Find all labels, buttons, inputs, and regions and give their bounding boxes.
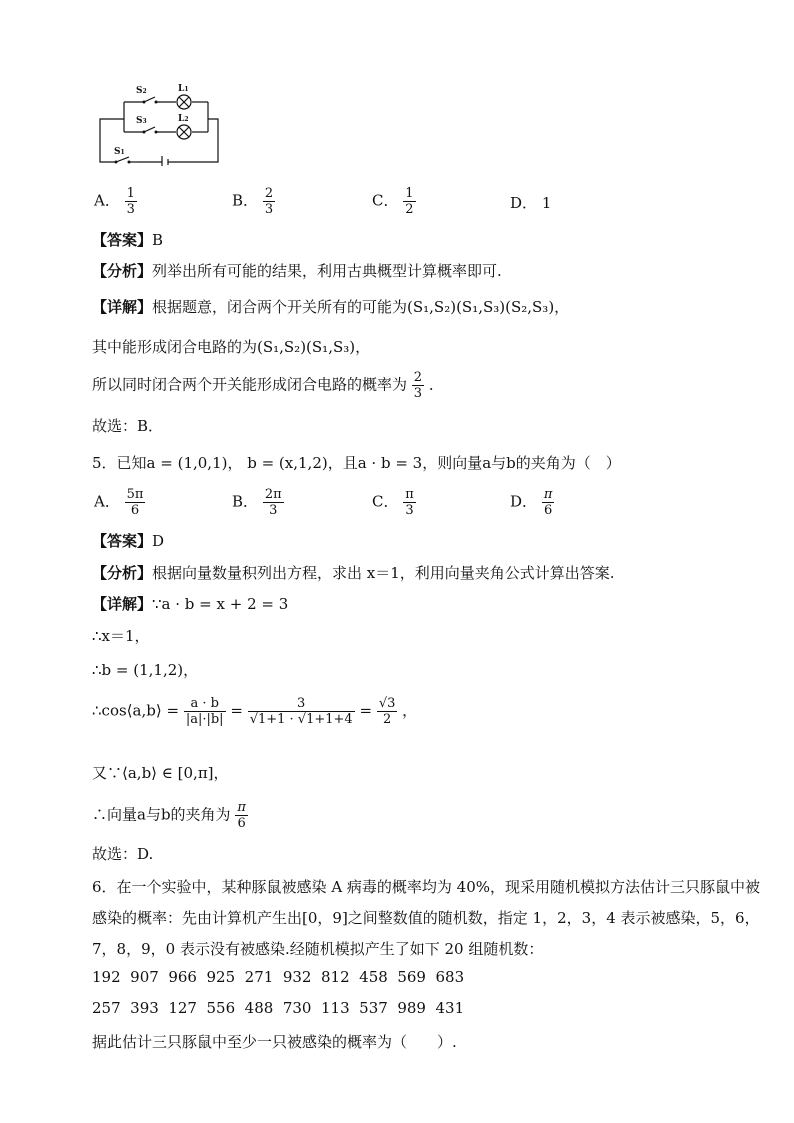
q5-cos-fraction-3: $\frac{√3}{2}$	[378, 696, 396, 727]
q5-stem: 5．已知a = (1,0,1)， b = (x,1,2)，且a · b = 3，则向量a与b的夹角为（ ）	[92, 454, 621, 472]
q5-detail-line2: ∴x＝1，	[92, 627, 150, 645]
q5-analysis: 【分析】根据向量数量积列出方程，求出 x＝1，利用向量夹角公式计算出答案.	[92, 564, 615, 582]
q5-cos-fraction-1: $\frac{a \cdot b}{|a|\cdot|b|}$	[185, 696, 224, 727]
label-s3: S3	[136, 116, 147, 126]
q4-option-b-fraction: $\frac{2}{3}$	[264, 186, 274, 217]
q6-line3: 7，8，9，0 表示没有被感染.经随机模拟产生了如下 20 组随机数：	[92, 940, 544, 958]
q5-option-b: B． $\frac{2\pi}{3}$	[232, 487, 282, 518]
q5-option-b-fraction: $\frac{2\pi}{3}$	[264, 487, 282, 518]
q4-option-b: B． $\frac{2}{3}$	[232, 186, 274, 217]
q4-option-a: A． $\frac{1}{3}$	[94, 186, 135, 217]
q5-detail-line5: 又∵⟨a,b⟩ ∈ [0,π]，	[92, 764, 229, 782]
q4-option-c-fraction: $\frac{1}{2}$	[405, 186, 414, 217]
label-l1: L1	[178, 84, 189, 94]
q5-detail-line6: ∴向量a与b的夹角为 $\frac{\pi}{6}$	[92, 800, 246, 831]
q6-line1: 6．在一个实验中，某种豚鼠被感染 A 病毒的概率均为 40%，现采用随机模拟方法估计三只豚鼠中被	[92, 878, 761, 896]
q5-option-d: D． $\frac{\pi}{6}$	[510, 487, 553, 518]
q4-option-d: D． 1	[510, 194, 552, 212]
q6-random-row-1: 192 907 966 925 271 932 812 458 569 683	[92, 968, 465, 986]
q5-detail-line7: 故选：D.	[92, 845, 154, 863]
q4-detail-line2: 其中能形成闭合电路的为(S₁,S₂)(S₁,S₃)，	[92, 338, 371, 356]
q5-option-c-fraction: $\frac{\pi}{3}$	[405, 487, 414, 518]
circuit-diagram	[96, 82, 224, 166]
q4-option-c: C． $\frac{1}{2}$	[372, 186, 414, 217]
q4-option-a-fraction: $\frac{1}{3}$	[126, 186, 135, 217]
q5-answer: 【答案】D	[92, 532, 165, 550]
q4-detail-line3: 所以同时闭合两个开关能形成闭合电路的概率为 $\frac{2}{3}$ ．	[92, 370, 444, 401]
q6-line2: 感染的概率：先由计算机产生出[0，9]之间整数值的随机数，指定 1，2，3，4 表示被感染，5，6，	[92, 909, 760, 927]
q5-detail-line1: 【详解】∵a · b = x + 2 = 3	[92, 595, 289, 613]
q5-detail-line4: ∴cos⟨a,b⟩ = $\frac{a \cdot b}{|a|\cdot|b|}$ = $\frac{3}{√1+1 \cdot √1+1+4}$ = $\frac{√3}{2}$ ，	[92, 696, 418, 727]
label-s2: S2	[136, 86, 147, 96]
q4-detail-line1: 【详解】根据题意，闭合两个开关所有的可能为(S₁,S₂)(S₁,S₃)(S₂,S₃)，	[92, 298, 570, 316]
q4-answer: 【答案】B	[92, 231, 164, 249]
q5-detail-line3: ∴b = (1,1,2)，	[92, 661, 199, 679]
q4-detail-line4: 故选：B．	[92, 417, 164, 435]
q5-option-a: A． $\frac{5\pi}{6}$	[94, 487, 144, 518]
q6-random-row-2: 257 393 127 556 488 730 113 537 989 431	[92, 999, 465, 1017]
q5-cos-fraction-2: $\frac{3}{√1+1 \cdot √1+1+4}$	[249, 696, 353, 727]
q4-analysis: 【分析】列举出所有可能的结果，利用古典概型计算概率即可.	[92, 262, 502, 280]
q5-option-c: C． $\frac{\pi}{3}$	[372, 487, 414, 518]
q4-probability-fraction: $\frac{2}{3}$	[413, 370, 423, 401]
label-s1: S1	[114, 147, 125, 157]
q5-angle-fraction: $\frac{\pi}{6}$	[237, 800, 246, 831]
q6-line4: 据此估计三只豚鼠中至少一只被感染的概率为（ ）.	[92, 1033, 457, 1051]
q5-option-a-fraction: $\frac{5\pi}{6}$	[126, 487, 144, 518]
q5-option-d-fraction: $\frac{\pi}{6}$	[543, 487, 553, 518]
label-l2: L2	[178, 114, 189, 124]
